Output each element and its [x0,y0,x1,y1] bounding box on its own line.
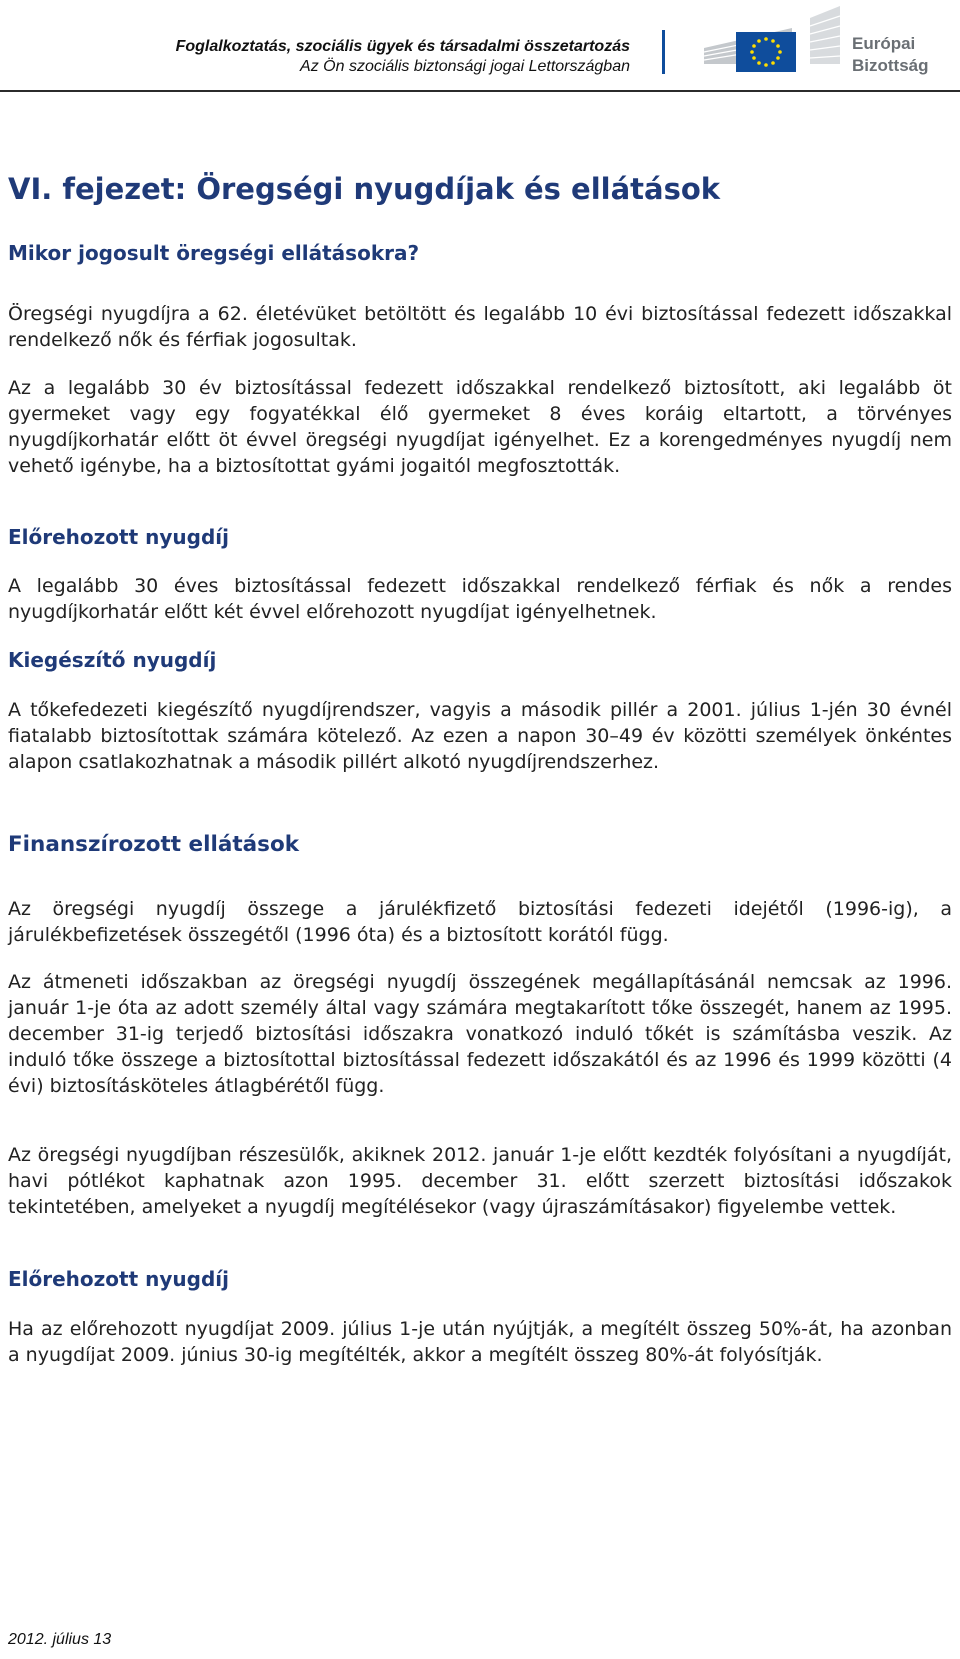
chapter-title: VI. fejezet: Öregségi nyugdíjak és ellátások [8,172,721,206]
paragraph-funded-benefits-2: Az átmeneti időszakban az öregségi nyugdíj összegének megállapításánál nemcsak az 1996. január 1-je óta az adott személy által vagy számára megtakarított tőke összegét, hanem az 1995. december 31-ig terjedő biztosítási időszakra vonatkozó induló tőkét is számításba veszik. Az induló tőke összege a biztosítottal biztosítással fedezett időszakától és az 1996 és 1999 közötti (4 évi) biztosításköteles átlagbérétől függ. [8,971,952,1097]
paragraph-funded-benefits-3: Az öregségi nyugdíjban részesülők, akiknek 2012. január 1-je előtt kezdték folyósítani a nyugdíját, havi pótlékot kaphatnak azon 1995. december 31. előtt szerzett biztosítási időszakok tekintetében, amelyeket a nyugdíj megítélésekor (vagy újraszámításakor) figyelembe vettek. [8,1144,952,1218]
header-divider [662,30,665,74]
paragraph-early-pension: A legalább 30 éves biztosítással fedezett időszakkal rendelkező férfiak és nők a rendes nyugdíjkorhatár előtt két évvel előrehozott nyugdíjat igényelhetnek. [8,575,952,623]
section-heading-eligibility: Mikor jogosult öregségi ellátásokra? [8,241,420,265]
paragraph-early-pension-amount: Ha az előrehozott nyugdíjat 2009. július 1-je után nyújtják, a megítélt összeg 50%-át, ha azonban a nyugdíjat 2009. június 30-ig megítélték, akkor a megítélt összeg 80%-át folyósítják. [8,1318,952,1366]
paragraph-eligibility-1: Öregségi nyugdíjra a 62. életévüket betöltött és legalább 10 évi biztosítással fedezett időszakkal rendelkező nők és férfiak jogosultak. [8,303,952,351]
paragraph-eligibility-2: Az a legalább 30 év biztosítással fedezett időszakkal rendelkező biztosított, aki legalább öt gyermeket vagy egy fogyatékkal élő gyermeket 8 éves koráig eltartott, a törvényes nyugdíjkorhatár előtt öt évvel öregségi nyugdíjat igényelhet. Ez a korengedményes nyugdíj nem vehető igénybe, ha a biztosítottat gyámi jogaitól megfosztották. [8,377,952,477]
section-heading-supplementary-pension: Kiegészítő nyugdíj [8,648,217,672]
header-subtitle: Az Ön szociális biztonsági jogai Lettországban [300,58,630,75]
paragraph-supplementary-pension: A tőkefedezeti kiegészítő nyugdíjrendszer, vagyis a második pillér a 2001. július 1-jén 30 évnél fiatalabb biztosítottak számára kötelező. Az ezen a napon 30–49 év közötti személyek önkéntes alapon csatlakozhatnak a második pillért alkotó nyugdíjrendszerhez. [8,699,952,773]
logo-text-line1: Európai [852,34,916,53]
header-rule [0,90,960,92]
paragraph-funded-benefits-1: Az öregségi nyugdíj összege a járulékfizető biztosítási fedezeti idejétől (1996-ig), a járulékbefizetések összegétől (1996 óta) és a biztosított korától függ. [8,898,952,946]
section-heading-early-pension: Előrehozott nyugdíj [8,525,229,549]
footer-date-page: 2012. július 13 [8,1631,112,1648]
header-title: Foglalkoztatás, szociális ügyek és társadalmi összetartozás [175,38,630,55]
section-heading-early-pension-amount: Előrehozott nyugdíj [8,1267,229,1291]
section-heading-funded-benefits: Finanszírozott ellátások [8,832,300,857]
page-header [0,0,960,92]
logo-text-line2: Bizottság [852,56,929,75]
